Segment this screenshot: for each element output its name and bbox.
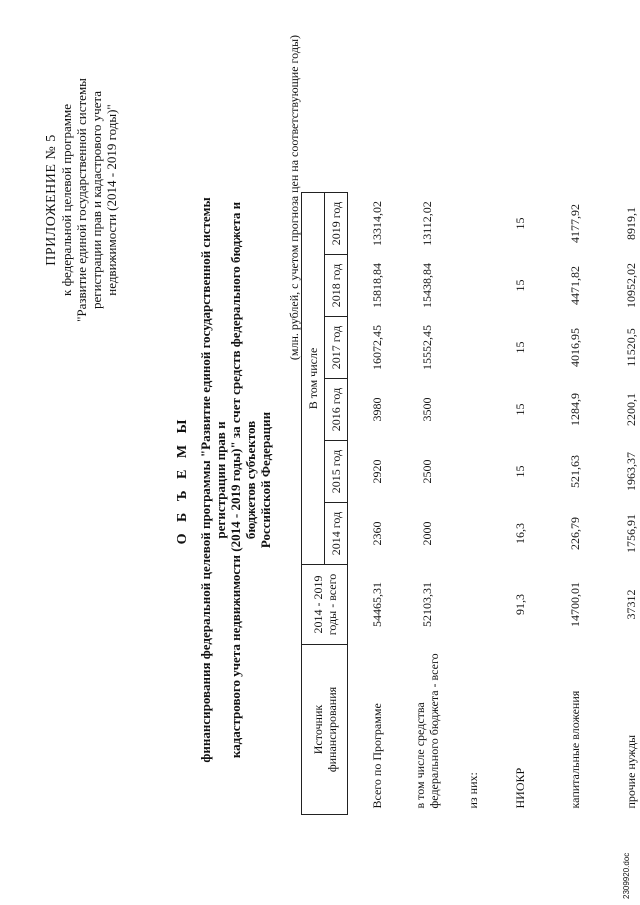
header-row bbox=[302, 193, 325, 815]
table-row bbox=[351, 193, 403, 815]
row-value: 1284,9 bbox=[568, 393, 582, 426]
row-value: 1963,37 bbox=[624, 452, 638, 491]
row-value: 4016,95 bbox=[568, 328, 582, 367]
row-value: 15 bbox=[513, 341, 527, 354]
row-label: из них: bbox=[466, 772, 480, 809]
row-empty bbox=[451, 193, 495, 645]
row-total: 52103,31 bbox=[420, 582, 434, 627]
header-year: 2019 год bbox=[325, 193, 348, 255]
row-value: 15 bbox=[513, 217, 527, 230]
table-row bbox=[495, 193, 545, 815]
header-year: 2014 год bbox=[325, 503, 348, 565]
header-source bbox=[302, 645, 348, 815]
row-total: 37312 bbox=[624, 589, 638, 620]
row-value: 15 bbox=[513, 403, 527, 416]
row-value: 8919,1 bbox=[624, 207, 638, 240]
row-label: НИОКР bbox=[513, 767, 527, 809]
row-value: 3500 bbox=[420, 397, 434, 422]
file-footer: 2309920.doc bbox=[622, 852, 631, 899]
row-value: 15 bbox=[513, 279, 527, 292]
row-value: 4471,82 bbox=[568, 266, 582, 305]
row-label-line: в том числе средства bbox=[413, 702, 427, 809]
row-value: 521,63 bbox=[568, 455, 582, 488]
row-value: 13314,02 bbox=[370, 201, 384, 246]
appendix-line: регистрации прав и кадастрового учета bbox=[89, 91, 104, 309]
row-value: 4177,92 bbox=[568, 204, 582, 243]
header-year: 2018 год bbox=[325, 255, 348, 317]
row-label: капитальные вложения bbox=[568, 690, 582, 809]
row-label-line: федерального бюджета - всего bbox=[427, 653, 441, 809]
row-label: прочие нужды bbox=[624, 734, 638, 809]
row-value: 1756,91 bbox=[624, 514, 638, 553]
heading-line: Российской Федерации bbox=[258, 411, 273, 549]
header-group: В том числе bbox=[302, 193, 325, 565]
table-row bbox=[545, 193, 605, 815]
row-value: 10952,02 bbox=[624, 263, 638, 308]
heading-line: кадастрового учета недвижимости (2014 - 2019 годы)" за счет средств федерального бюджета и бюджетов субъектов bbox=[228, 201, 258, 759]
heading-line: финансирования федеральной целевой программы "Развитие единой государственной системы регистрации прав и bbox=[198, 197, 228, 763]
row-value: 15 bbox=[513, 465, 527, 478]
heading-word: О Б Ъ Е М Ы bbox=[175, 415, 190, 545]
row-value: 13112,02 bbox=[420, 201, 434, 246]
document-heading bbox=[175, 175, 273, 785]
header-total bbox=[302, 565, 348, 645]
row-total: 91,3 bbox=[513, 594, 527, 615]
appendix-block bbox=[44, 40, 119, 360]
row-value: 15552,45 bbox=[420, 325, 434, 370]
row-value: 15818,84 bbox=[370, 263, 384, 308]
row-label: Всего по Программе bbox=[370, 703, 384, 809]
row-value: 226,79 bbox=[568, 517, 582, 550]
header-total-line: годы - всего bbox=[324, 573, 339, 636]
header-year: 2016 год bbox=[325, 379, 348, 441]
funding-table bbox=[301, 192, 640, 815]
header-year: 2015 год bbox=[325, 441, 348, 503]
row-value: 2200,1 bbox=[624, 393, 638, 426]
table-row bbox=[403, 193, 451, 815]
row-value: 2000 bbox=[420, 521, 434, 546]
header-source-line: Источник bbox=[310, 704, 325, 755]
row-value: 3980 bbox=[370, 397, 384, 422]
appendix-title: ПРИЛОЖЕНИЕ № 5 bbox=[44, 134, 59, 266]
table-row bbox=[451, 193, 495, 815]
row-value: 15438,84 bbox=[420, 263, 434, 308]
table-row bbox=[605, 193, 640, 815]
header-year: 2017 год bbox=[325, 317, 348, 379]
row-total: 54465,31 bbox=[370, 582, 384, 627]
row-value: 11520,5 bbox=[624, 328, 638, 367]
row-value: 2360 bbox=[370, 521, 384, 546]
appendix-line: к федеральной целевой программе bbox=[59, 104, 74, 296]
header-total-line: 2014 - 2019 bbox=[310, 575, 325, 634]
row-total: 14700,01 bbox=[568, 582, 582, 627]
units-note: (млн. рублей, с учетом прогноза цен на соответствующие годы) bbox=[287, 35, 301, 361]
appendix-line: "Развитие единой государственной системы bbox=[74, 78, 89, 322]
row-value: 16,3 bbox=[513, 523, 527, 544]
row-value: 16072,45 bbox=[370, 325, 384, 370]
header-source-line: финансирования bbox=[324, 686, 339, 773]
row-value: 2500 bbox=[420, 459, 434, 484]
row-label bbox=[403, 645, 451, 815]
row-value: 2920 bbox=[370, 459, 384, 484]
appendix-line: недвижимости (2014 - 2019 годы)" bbox=[104, 104, 119, 296]
